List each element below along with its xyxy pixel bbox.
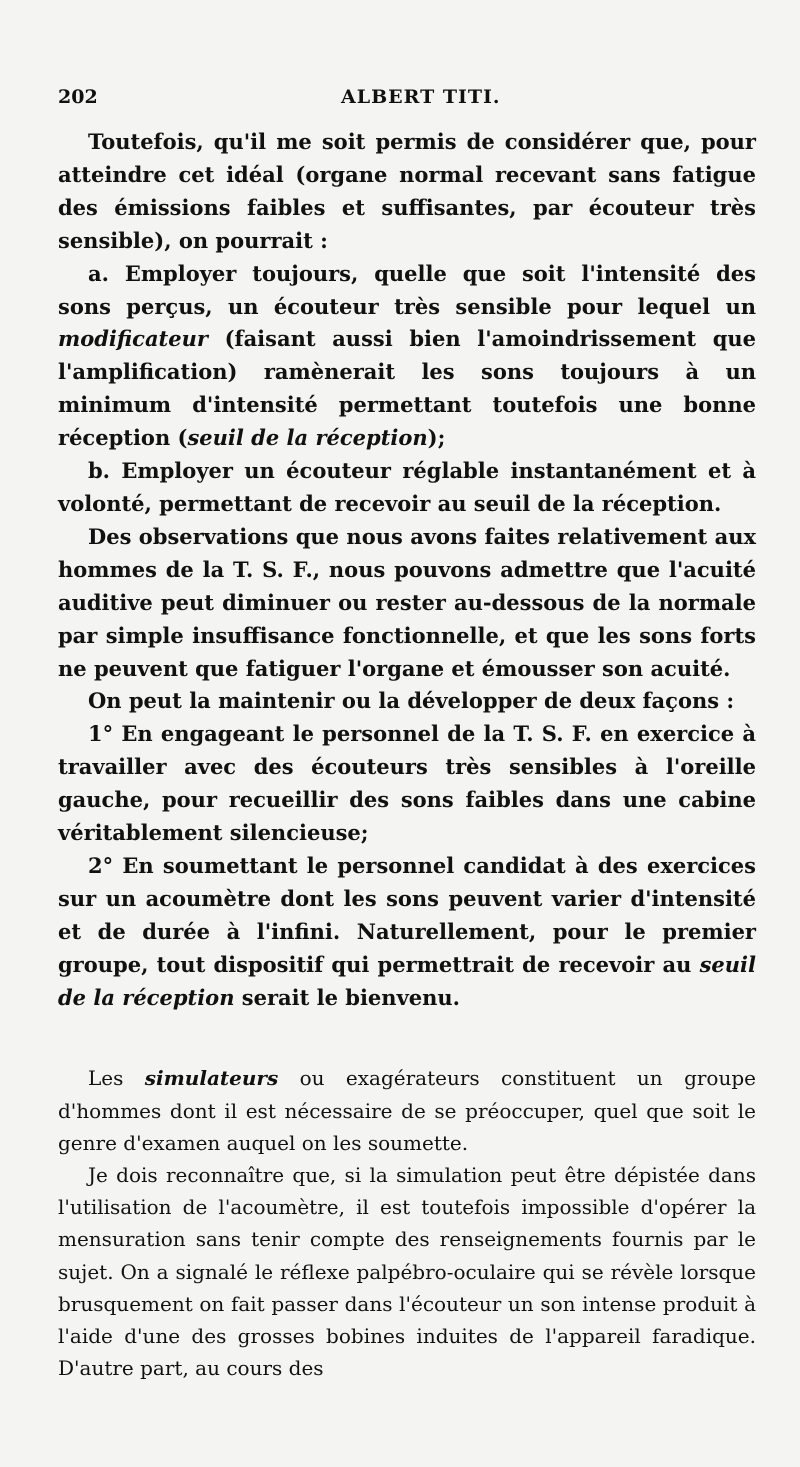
paragraph [58,1062,756,1159]
text-run: a. Employer toujours, quelle que soit l'intensité des sons perçus, un écouteur très sensible pour lequel un [58,260,756,319]
text-run: ); [427,425,446,451]
text-run: Les [88,1066,145,1091]
italic-term: modificateur [58,326,208,352]
paragraph: Toutefois, qu'il me soit permis de considérer que, pour atteindre cet idéal (organe normal recevant sans fatigue des émissions faibles et suffisantes, par écouteur très sensible), on pourrait : [58,129,756,253]
paragraph-option-a [58,258,756,455]
paragraph-item-2 [58,850,756,1015]
running-title: ALBERT TITI. [341,86,501,108]
italic-term: seuil de la réception [58,951,756,1010]
page-header [58,86,758,116]
paragraph-option-b: b. Employer un écouteur réglable instantanément et à volonté, permettant de recevoir au seuil de la réception. [58,458,756,516]
text-run: 2° En soumettant le personnel candidat à des exercices sur un acoumètre dont les sons peuvent varier d'intensité et de durée à l'infini. Naturellement, pour le premier groupe, tout dispositif qui permettrait de recevoir au [58,852,756,977]
text-run: serait le bienvenu. [234,984,460,1010]
section-simulators [58,1062,756,1384]
paragraph: Des observations que nous avons faites relativement aux hommes de la T. S. F., nous pouvons admettre que l'acuité auditive peut diminuer ou rester au-dessous de la normale par simple insuffisance fonctionnelle, et que les sons forts ne peuvent que fatiguer l'organe et émousser son acuité. [58,523,756,681]
paragraph-item-1: 1° En engageant le personnel de la T. S. F. en exercice à travailler avec des écouteurs très sensibles à l'oreille gauche, pour recueillir des sons faibles dans une cabine véritablement silencieuse; [58,721,756,846]
text-run: (faisant aussi bien l'amoindrissement que l'amplification) ramènerait les sons toujours à un minimum d'intensité permettant toutefois une bonne réception ( [58,326,756,451]
paragraph: On peut la maintenir ou la développer de deux façons : [88,688,735,714]
page-body [58,126,756,1385]
italic-term: seuil de la réception [187,425,428,451]
section-recommendations [58,126,756,1014]
italic-term: simulateurs [144,1066,279,1091]
paragraph: Je dois reconnaître que, si la simulation peut être dépistée dans l'utilisation de l'acoumètre, il est toutefois impossible d'opérer la mensuration sans tenir compte des renseignements fournis par le sujet. On a signalé le réflexe palpébro-oculaire qui se révèle lorsque brusquement on fait passer dans l'écouteur un son intense produit à l'aide d'une des grosses bobines induites de l'appareil faradique. D'autre part, au cours des [58,1163,756,1381]
text-run: ou exagérateurs constituent un groupe d'hommes dont il est nécessaire de se préoccuper, quel que soit le genre d'examen auquel on les soumette. [58,1066,756,1155]
page-number: 202 [58,86,98,108]
